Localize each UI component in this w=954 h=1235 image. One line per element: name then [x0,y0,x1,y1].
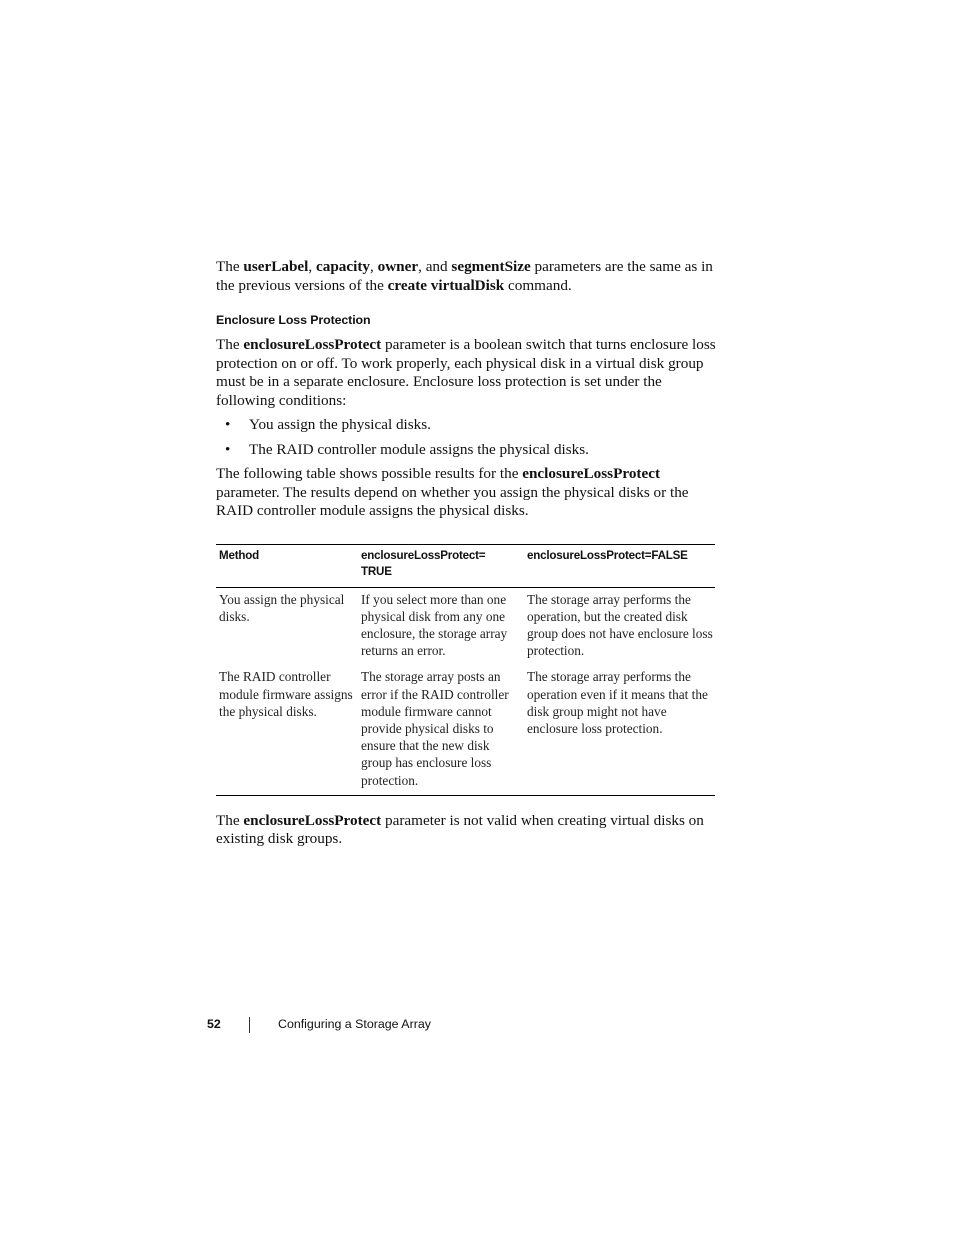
results-table [216,544,715,796]
table-cell: The storage array posts an error if the RAID controller module firmware cannot provide physical disks to ensure that the new disk group has enclosure loss protection. [361,669,509,788]
param-enclosurelossprotect: enclosureLossProtect [243,811,382,829]
intro-text: , [370,258,378,275]
param-enclosurelossprotect: enclosureLossProtect [243,336,382,353]
closing-paragraph [216,812,716,849]
intro-text: command. [504,276,572,294]
table-cell: The storage array performs the operation, but the created disk group does not have enclosure loss protection. [527,591,713,659]
table-cell: The storage array performs the operation even if it means that the disk group might not have enclosure loss protection. [527,669,708,736]
para-text: The [216,811,244,829]
page-number: 52 [207,1017,221,1031]
table-row [216,665,715,795]
bullet-icon: • [225,416,231,433]
page-body [216,258,716,849]
param-userlabel: userLabel [243,258,309,275]
column-header-false: enclosureLossProtect=FALSE [524,544,715,587]
column-header-method: Method [216,544,358,587]
column-header-true: enclosureLossProtect= TRUE [358,544,524,587]
enclosure-description-paragraph [216,336,716,410]
footer-divider [249,1017,250,1033]
section-heading: Enclosure Loss Protection [216,313,371,327]
intro-text: The [216,258,244,275]
intro-text: , [308,258,316,275]
list-item [216,416,716,435]
param-enclosurelossprotect: enclosureLossProtect [522,465,661,482]
table-cell: You assign the physical disks. [219,591,345,624]
list-item [216,441,716,460]
table-intro-paragraph [216,465,716,521]
table-cell: If you select more than one physical disk from any one enclosure, the storage array returns an error. [361,591,508,659]
list-item-text: You assign the physical disks. [249,416,431,433]
table-row [216,587,715,665]
table-cell: The RAID controller module firmware assigns the physical disks. [219,669,353,719]
para-text: The following table shows possible results for the [216,465,523,482]
footer-chapter-title: Configuring a Storage Array [278,1017,431,1031]
param-capacity: capacity [316,258,370,275]
intro-paragraph [216,258,716,295]
list-item-text: The RAID controller module assigns the physical disks. [249,440,589,458]
para-text: The [216,336,244,353]
intro-text: , and [418,258,452,275]
bullet-icon: • [225,440,231,458]
para-text: parameter is not valid when creating virtual disks on existing disk groups. [216,811,704,848]
table-header-row [216,544,715,587]
para-text: parameter is a boolean switch that turns enclosure loss protection on or off. To work properly, each physical disk in a virtual disk group must be in a separate enclosure. Enclosure loss protection is set under the following conditions: [216,336,716,409]
para-text: parameter. The results depend on whether you assign the physical disks or the RAID controller module assigns the physical disks. [216,483,689,519]
param-owner: owner [377,258,419,275]
param-segmentsize: segmentSize [451,258,531,275]
intro-text: parameters are the same as in the previous versions of the [216,258,713,294]
command-create-virtualdisk: create virtualDisk [387,276,505,294]
conditions-list [216,416,716,459]
